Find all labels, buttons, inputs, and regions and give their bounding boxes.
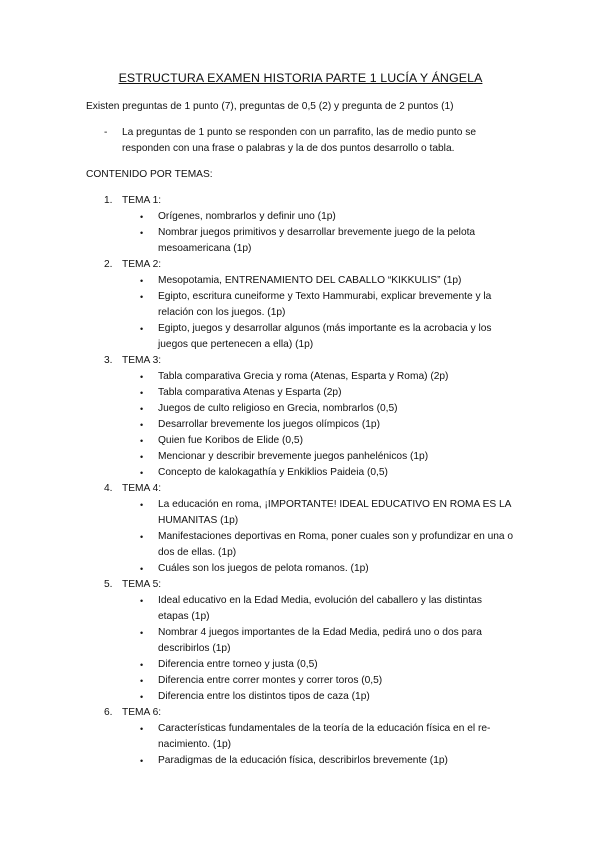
intro-paragraph: Existen preguntas de 1 punto (7), preguntas de 0,5 (2) y pregunta de 2 puntos (1) [86,101,454,112]
bullet-icon: • [140,436,144,446]
item-text: Tabla comparativa Atenas y Esparta (2p) [158,387,342,398]
list-item [122,497,515,529]
list-item [122,689,515,705]
item-text: Mencionar y describir brevemente juegos panhelénicos (1p) [158,451,429,462]
topic-number: 5. [104,579,113,590]
topic-items [122,593,515,705]
item-text: Egipto, escritura cuneiforme y Texto Hammurabi, explicar brevemente y la relación con los juegos. (1p) [158,291,492,318]
item-text: Quien fue Koribos de Elide (0,5) [158,435,303,446]
item-text: Paradigmas de la educación física, describirlos brevemente (1p) [158,755,448,766]
bullet-icon: • [140,596,144,606]
topic-number: 4. [104,483,113,494]
topic-title: TEMA 5: [122,579,162,590]
topic-number: 1. [104,195,113,206]
item-text: Manifestaciones deportivas en Roma, poner cuales son y profundizar en una o dos de ellas. (1p) [158,531,514,558]
item-text: Diferencia entre torneo y justa (0,5) [158,659,318,670]
list-item [122,753,515,769]
item-text: Tabla comparativa Grecia y roma (Atenas, Esparta y Roma) (2p) [158,371,449,382]
list-item [122,433,515,449]
topics-list [86,193,515,769]
topic-number: 3. [104,355,113,366]
item-text: Desarrollar brevemente los juegos olímpicos (1p) [158,419,380,430]
item-text: La educación en roma, ¡IMPORTANTE! IDEAL EDUCATIVO EN ROMA ES LA HUMANITAS (1p) [158,499,511,526]
bullet-icon: • [140,212,144,222]
bullet-icon: • [140,628,144,638]
list-item [122,625,515,657]
list-item [122,417,515,433]
topic-items [122,369,515,481]
topic-number: 2. [104,259,113,270]
list-item [122,721,515,753]
list-item [122,289,515,321]
bullet-icon: • [140,532,144,542]
bullet-icon: • [140,468,144,478]
item-text: Nombrar juegos primitivos y desarrollar brevemente juego de la pelota mesoamericana (1p) [158,227,476,254]
topic-title: TEMA 3: [122,355,162,366]
bullet-icon: • [140,692,144,702]
note-list [86,125,515,157]
topic-items [122,209,515,257]
bullet-icon: • [140,388,144,398]
item-text: Cuáles son los juegos de pelota romanos. (1p) [158,563,369,574]
list-item [122,449,515,465]
bullet-icon: • [140,452,144,462]
topic-3 [86,353,515,481]
item-text: Orígenes, nombrarlos y definir uno (1p) [158,211,336,222]
list-item [122,209,515,225]
bullet-icon: • [140,324,144,334]
bullet-icon: • [140,228,144,238]
topic-title: TEMA 4: [122,483,162,494]
content-label: CONTENIDO POR TEMAS: [86,169,213,180]
topic-5 [86,577,515,705]
item-text: Concepto de kalokagathía y Enkiklios Paideia (0,5) [158,467,388,478]
list-item [122,593,515,625]
note-text: La preguntas de 1 punto se responden con un parrafito, las de medio punto se responden con una frase o palabras y la de dos puntos desarrollo o tabla. [122,127,476,154]
item-text: Nombrar 4 juegos importantes de la Edad Media, pedirá uno o dos para describirlos (1p) [158,627,482,654]
list-item [122,529,515,561]
topic-4 [86,481,515,577]
topic-2 [86,257,515,353]
item-text: Mesopotamia, ENTRENAMIENTO DEL CABALLO “KIKKULIS” (1p) [158,275,462,286]
bullet-icon: • [140,756,144,766]
list-item [122,385,515,401]
topic-6 [86,705,515,769]
topic-title: TEMA 2: [122,259,162,270]
bullet-icon: • [140,724,144,734]
bullet-icon: • [140,676,144,686]
bullet-icon: • [140,564,144,574]
item-text: Diferencia entre correr montes y correr toros (0,5) [158,675,383,686]
list-item [122,657,515,673]
topic-1 [86,193,515,257]
list-item [122,225,515,257]
topic-items [122,721,515,769]
bullet-icon: • [140,420,144,430]
bullet-icon: • [140,276,144,286]
list-item [122,273,515,289]
bullet-icon: • [140,292,144,302]
bullet-icon: • [140,500,144,510]
list-item [122,561,515,577]
list-item [122,465,515,481]
topic-items [122,497,515,577]
item-text: Diferencia entre los distintos tipos de caza (1p) [158,691,370,702]
bullet-icon: • [140,372,144,382]
item-text: Juegos de culto religioso en Grecia, nombrarlos (0,5) [158,403,398,414]
bullet-icon: • [140,404,144,414]
note-item [86,125,515,157]
document-title: ESTRUCTURA EXAMEN HISTORIA PARTE 1 LUCÍA Y ÁNGELA [118,71,483,85]
list-item [122,673,515,689]
list-item [122,369,515,385]
dash-marker: - [104,127,108,138]
list-item [122,321,515,353]
topic-number: 6. [104,707,113,718]
list-item [122,401,515,417]
bullet-icon: • [140,660,144,670]
topic-title: TEMA 1: [122,195,162,206]
item-text: Ideal educativo en la Edad Media, evolución del caballero y las distintas etapas (1p) [158,595,482,622]
topic-title: TEMA 6: [122,707,162,718]
item-text: Egipto, juegos y desarrollar algunos (más importante es la acrobacia y los juegos que pertenecen a ella) (1p) [158,323,492,350]
topic-items [122,273,515,353]
item-text: Características fundamentales de la teoría de la educación física en el re-nacimiento. (1p) [158,723,491,750]
